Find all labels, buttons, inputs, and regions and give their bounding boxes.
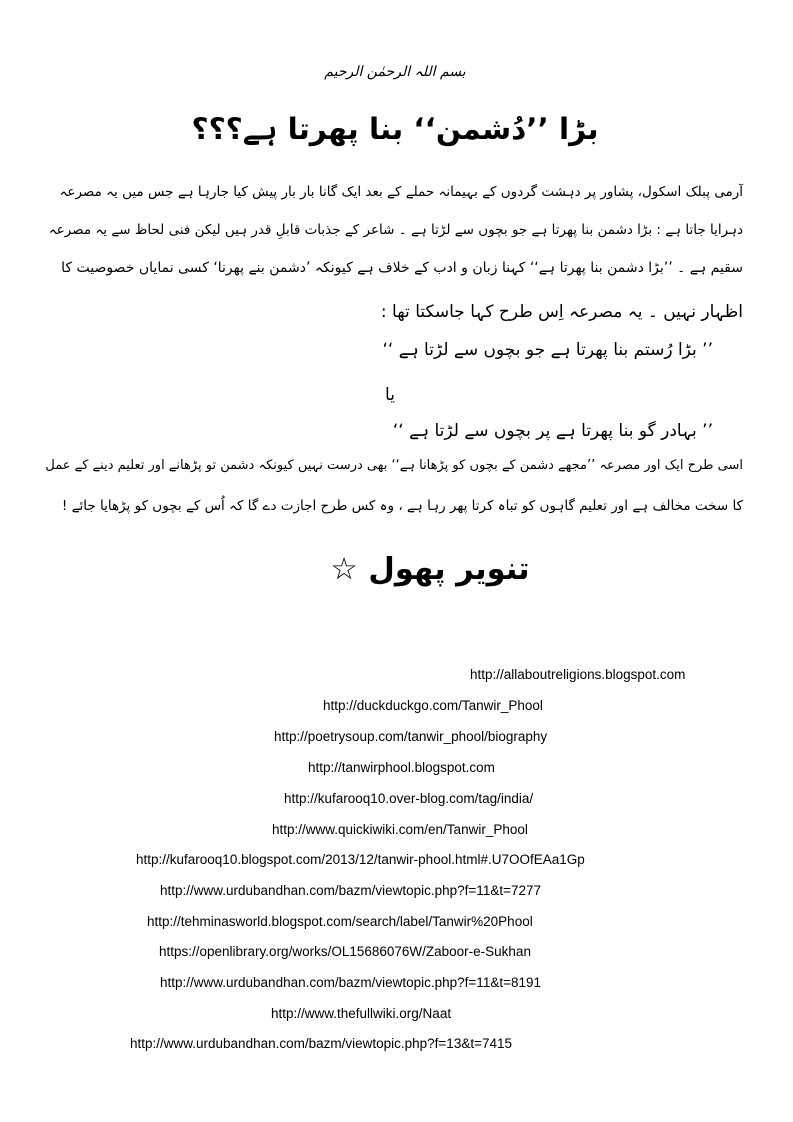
paragraph-line-1: آرمی پبلک اسکول، پشاور پر دہشت گردوں کے بہیمانہ حملے کے بعد ایک گانا بار بار پیش کیا جارہا ہے جس میں یہ مصرعہ	[59, 184, 743, 200]
separator-word: یا	[385, 385, 395, 405]
signature-name: تنویر پھول	[368, 552, 530, 587]
link-openlibrary[interactable]: https://openlibrary.org/works/OL15686076W/Zaboor-e-Sukhan	[159, 944, 531, 959]
star-icon: ☆	[330, 552, 358, 587]
link-allaboutreligions[interactable]: http://allaboutreligions.blogspot.com	[470, 667, 686, 682]
paragraph-line-2: دہرایا جاتا ہے : بڑا دشمن بنا پھرتا ہے جو بچوں سے لڑتا ہے ۔ شاعر کے جذبات قابلِ قدر ہیں لیکن فنی لحاظ سے یہ مصرعہ	[48, 222, 743, 238]
bismillah-heading: بسم اللہ الرحمٰن الرحیم	[324, 64, 466, 80]
closing-line-2: کا سخت مخالف ہے اور تعلیم گاہوں کو تباہ کرتا پھر رہا ہے ، وہ کس طرح اجازت دے گا کہ اُس کے بچوں کو پڑھایا جائے !	[61, 498, 743, 514]
link-tehminasworld[interactable]: http://tehminasworld.blogspot.com/search/label/Tanwir%20Phool	[147, 914, 533, 929]
link-urdubandhan-7277[interactable]: http://www.urdubandhan.com/bazm/viewtopic.php?f=11&t=7277	[160, 883, 541, 898]
author-signature	[330, 552, 530, 587]
link-thefullwiki[interactable]: http://www.thefullwiki.org/Naat	[271, 1006, 452, 1021]
link-overblog[interactable]: http://kufarooq10.over-blog.com/tag/india/	[284, 791, 534, 806]
link-duckduckgo[interactable]: http://duckduckgo.com/Tanwir_Phool	[323, 698, 543, 713]
page-title: بڑا ’’دُشمن‘‘ بنا پھرتا ہے؟؟؟	[191, 112, 599, 146]
quoted-verse-1: ’’ بڑا رُستم بنا پھرتا ہے جو بچوں سے لڑتا ہے ‘‘	[382, 340, 713, 360]
link-kufarooq-blogspot[interactable]: http://kufarooq10.blogspot.com/2013/12/tanwir-phool.html#.U7OOfEAa1Gp	[136, 852, 585, 867]
link-urdubandhan-7415[interactable]: http://www.urdubandhan.com/bazm/viewtopic.php?f=13&t=7415	[130, 1036, 512, 1051]
paragraph-line-4: اظہار نہیں ۔ یہ مصرعہ اِس طرح کہا جاسکتا تھا :	[380, 302, 743, 322]
paragraph-line-3: سقیم ہے ۔ ’’بڑا دشمن بنا پھرتا ہے‘‘ کہنا زبان و ادب کے خلاف ہے کیونکہ ’دشمن بنے پھرنا‘ کسی نمایاں خصوصیت کا	[61, 260, 743, 276]
quoted-verse-2: ’’ بہادر گو بنا پھرتا ہے پر بچوں سے لڑتا ہے ‘‘	[392, 421, 713, 441]
closing-line-1: اسی طرح ایک اور مصرعہ ’’مجھے دشمن کے بچوں کو پڑھانا ہے‘‘ بھی درست نہیں کیونکہ دشمن تو پڑھانے اور تعلیم دینے کے عمل	[45, 458, 743, 473]
link-urdubandhan-8191[interactable]: http://www.urdubandhan.com/bazm/viewtopic.php?f=11&t=8191	[160, 975, 541, 990]
link-tanwirphool-blog[interactable]: http://tanwirphool.blogspot.com	[308, 760, 495, 775]
link-poetrysoup[interactable]: http://poetrysoup.com/tanwir_phool/biography	[274, 729, 548, 744]
link-quickiwiki[interactable]: http://www.quickiwiki.com/en/Tanwir_Phool	[272, 822, 528, 837]
